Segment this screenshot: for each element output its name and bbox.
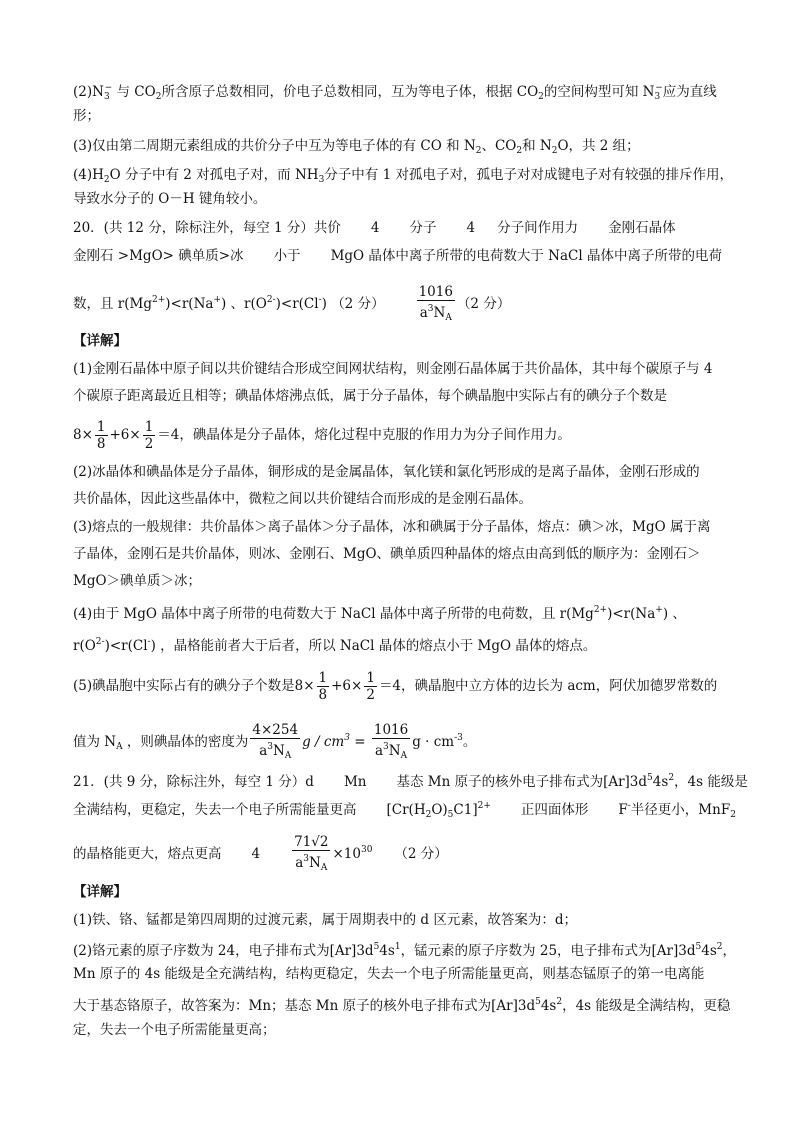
q20-detail-heading: 【详解】 bbox=[73, 333, 127, 349]
q20-p4b: $r(O^{2-})<r(Cl^-)$ ，晶格能前者大于后者，所以 NaCl 晶体的熔点小于 MgO 晶体的熔点。 bbox=[73, 637, 597, 654]
density-fraction: $\frac{1016}{a^3N_A}$ bbox=[418, 283, 453, 323]
q21-answer-line-2: 全满结构，更稳定，失去一个电子所需能量更高 $[Cr(H_2O)_5C1]^{2+}$ 正四面体形 F-半径更小，MnF$_2$ bbox=[73, 801, 736, 820]
q21-detail-heading: 【详解】 bbox=[73, 884, 127, 900]
q21-answer-line-3: 的晶格能更大，熔点更高 4 $\frac{71√2}{a^3N_A}$ $\times 10^{30}$ （2 分） bbox=[73, 833, 448, 873]
q21-answer-line-1: 21．(共 9 分，除标注外，每空 1 分）d Mn 基态 Mn 原子的核外电子排布式为$[Ar]3d^54s^2$，4s 能级是 bbox=[73, 773, 748, 790]
q20-p3b: 子晶体，金刚石是共价晶体，则冰、金刚石、MgO、碘单质四种晶体的熔点由高到低的顺序为：金刚石＞ bbox=[73, 546, 701, 562]
q20-p2b: 共价晶体，因此这些晶体中，微粒之间以共价键结合而形成的是金刚石晶体。 bbox=[73, 491, 532, 507]
q19-line-2b: 形； bbox=[73, 108, 100, 124]
q19-line-4b: 导致水分子的 O－H 键角较小。 bbox=[73, 191, 267, 207]
q19-line-3: (3)仅由第二周期元素组成的共价分子中互为等电子体的有 CO 和 $N_2$、$CO_2$和 $N_2O$，共 2 组； bbox=[73, 138, 640, 156]
q21-p2b: Mn 原子的 4s 能级是全充满结构，结构更稳定，失去一个电子所需能量更高，则基态锰原子的第一电离能 bbox=[73, 966, 705, 982]
q20-p5c: 值为 $N_A$ ，则碘晶体的密度为 $\frac{4\times 254}{a^3N_A}$ g / $cm^3$ = $\frac{1016}{a^3N_A}$ $g \cdot cm^{-3}$。 bbox=[73, 721, 477, 761]
q20-p5a: (5)碘晶胞中实际占有的碘分子个数是8× $\frac{1}{8}$ +6× $\frac{1}{2}$ ＝4，碘晶胞中立方体的边长为 acm，阿伏加德罗常数的 bbox=[73, 670, 718, 703]
q20-p4a: (4)由于 MgO 晶体中离子所带的电荷数大于 NaCl 晶体中离子所带的电荷数，且 $r(Mg^{2+})<r(Na^+)$ 、 bbox=[73, 605, 686, 622]
q21-p2d: 定，失去一个电子所需能量更高； bbox=[73, 1022, 276, 1038]
q20-p1c: 8× $\frac{1}{8}$ +6× $\frac{1}{2}$ ＝4，碘晶体是分子晶体，熔化过程中克服的作用力为分子间作用力。 bbox=[73, 419, 571, 452]
q21-p2a: (2)铬元素的原子序数为 24，电子排布式为$[Ar]3d^54s^1$，锰元素的原子序数为 25，电子排布式为$[Ar]3d^54s^2$， bbox=[73, 942, 736, 959]
q21-p1: (1)铁、铬、锰都是第四周期的过渡元素，属于周期表中的 d 区元素，故答案为：d； bbox=[73, 912, 577, 928]
q20-p3c: MgO＞碘单质＞冰； bbox=[73, 573, 202, 589]
q20-p1b: 个碳原子距离最近且相等；碘晶体熔沸点低，属于分子晶体，每个碘晶胞中实际占有的碘分子个数是 bbox=[73, 388, 667, 404]
q20-p1a: (1)金刚石晶体中原子间以共价键结合形成空间网状结构，则金刚石晶体属于共价晶体，其中每个碳原子与 4 bbox=[73, 361, 713, 377]
q20-answer-line-1: 20．(共 12 分，除标注外，每空 1 分）共价 4 分子 4 分子间作用力 金刚石晶体 bbox=[73, 220, 676, 236]
q20-p2a: (2)冰晶体和碘晶体是分子晶体，铜形成的是金属晶体，氧化镁和氯化钙形成的是离子晶体，金刚石形成的 bbox=[73, 464, 700, 480]
q19-line-2a: $(2)N_3^-$ 与 $CO_2$所含原子总数相同，价电子总数相同，互为等电子体，根据 $CO_2$的空间构型可知 $N_3^-$应为直线 bbox=[73, 83, 717, 102]
q21-p2c: 大于基态铬原子，故答案为：Mn；基态 Mn 原子的核外电子排布式为$[Ar]3d^54s^2$，4s 能级是全满结构，更稳 bbox=[73, 997, 731, 1014]
q20-answer-line-3: 数，且 $r(Mg^{2+})<r(Na^+)$ 、$r(O^{2-})<r(Cl^-)$ （2 分） $\frac{1016}{a^3N_A}$ （2 分） bbox=[73, 280, 510, 326]
q20-p3a: (3)熔点的一般规律：共价晶体＞离子晶体＞分子晶体，冰和碘属于分子晶体，熔点：碘＞冰，MgO 属于离 bbox=[73, 519, 711, 535]
q20-answer-line-2: 金刚石 >MgO> 碘单质>冰 小于 MgO 晶体中离子所带的电荷数大于 NaCl 晶体中离子所带的电荷 bbox=[73, 248, 722, 264]
q19-line-4a: $(4)H_2O$ 分子中有 2 对孤电子对，而 $NH_3$分子中有 1 对孤电子对，孤电子对对成键电子对有较强的排斥作用， bbox=[73, 167, 733, 185]
